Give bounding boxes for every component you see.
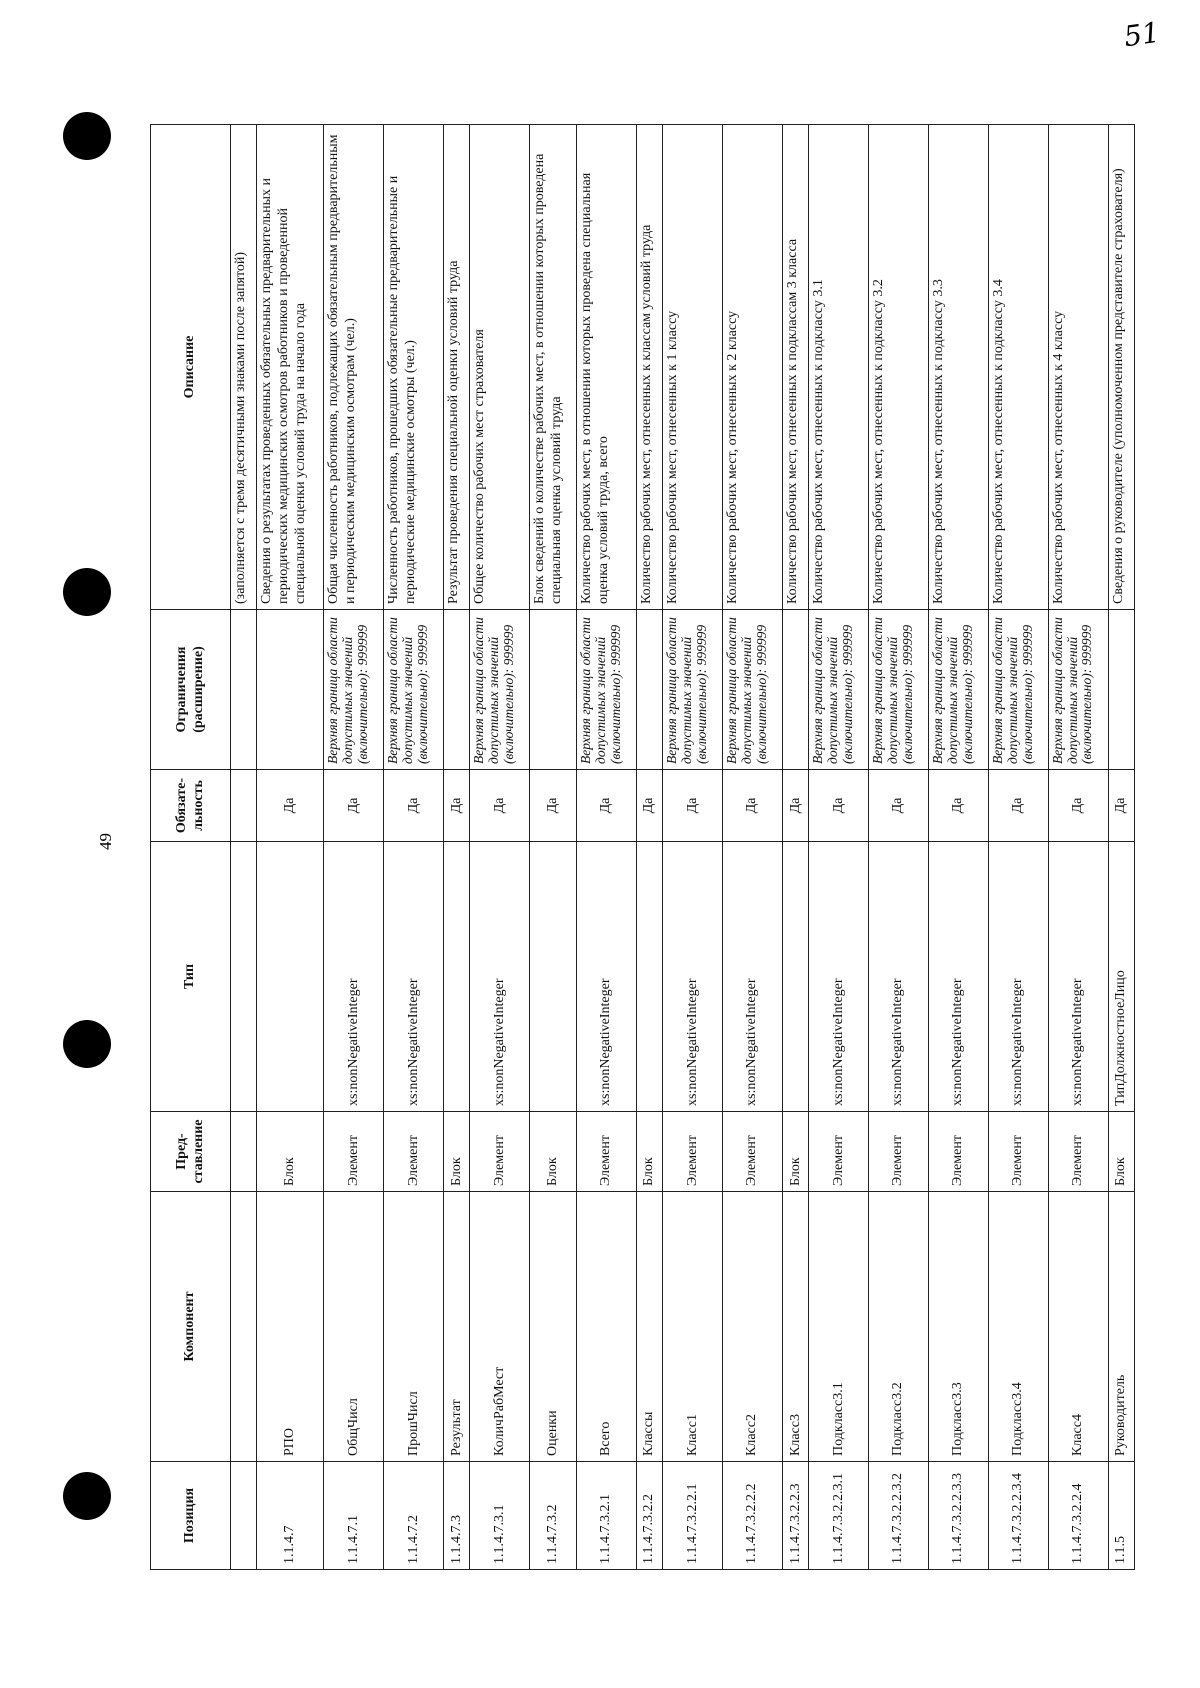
cell-position: 1.1.4.7.3.2.2.3 <box>782 1462 808 1570</box>
cell-restrictions: Верхняя граница области допустимых значений (включительно): 999999 <box>576 610 636 770</box>
cell-component: КоличРабМест <box>470 1192 530 1462</box>
cell-representation: Элемент <box>663 1112 723 1192</box>
cell-component: Класс3 <box>782 1192 808 1462</box>
cell-position: 1.1.4.7.3.2.2.3.4 <box>988 1462 1048 1570</box>
cell-position: 1.1.4.7.3 <box>444 1462 470 1570</box>
cell-representation: Блок <box>1108 1112 1134 1192</box>
cell-description: Количество рабочих мест, в отношении которых проведена специальная оценка условий труда, всего <box>576 125 636 610</box>
table-row <box>809 125 869 1570</box>
cell-mandatory: Да <box>324 770 384 842</box>
cell-component: Классы <box>636 1192 662 1462</box>
cell-description: Общая численность работников, подлежащих обязательным предварительным и периодическим медицинским осмотрам (чел.) <box>324 125 384 610</box>
cell-representation: Блок <box>782 1112 808 1192</box>
cell-representation <box>231 1112 257 1192</box>
cell-mandatory: Да <box>809 770 869 842</box>
cell-position <box>231 1462 257 1570</box>
rotated-table-container <box>150 125 1135 1570</box>
cell-component: Класс4 <box>1048 1192 1108 1462</box>
cell-position: 1.1.5 <box>1108 1462 1134 1570</box>
cell-type: xs:nonNegativeInteger <box>470 842 530 1112</box>
cell-position: 1.1.4.7.3.2.2.2 <box>723 1462 783 1570</box>
cell-restrictions <box>231 610 257 770</box>
cell-description: Блок сведений о количестве рабочих мест, в отношении которых проведена специальная оценка условий труда <box>530 125 577 610</box>
cell-representation: Элемент <box>809 1112 869 1192</box>
table-row <box>257 125 324 1570</box>
cell-type: xs:nonNegativeInteger <box>723 842 783 1112</box>
cell-type: xs:nonNegativeInteger <box>809 842 869 1112</box>
cell-description: Количество рабочих мест, отнесенных к подклассу 3.2 <box>869 125 929 610</box>
table-row <box>723 125 783 1570</box>
cell-restrictions <box>1108 610 1134 770</box>
cell-description: Количество рабочих мест, отнесенных к 4 классу <box>1048 125 1108 610</box>
header-restrictions: Ограничения (расширение) <box>151 610 231 770</box>
table-row <box>324 125 384 1570</box>
header-mandatory: Обязате-льность <box>151 770 231 842</box>
table-row <box>636 125 662 1570</box>
cell-type: ТипДолжностноеЛицо <box>1108 842 1134 1112</box>
punch-hole <box>63 112 111 160</box>
cell-restrictions <box>530 610 577 770</box>
cell-representation: Элемент <box>869 1112 929 1192</box>
cell-mandatory: Да <box>1108 770 1134 842</box>
table-header-row <box>151 125 231 1570</box>
table-row <box>782 125 808 1570</box>
cell-mandatory: Да <box>869 770 929 842</box>
cell-restrictions: Верхняя граница области допустимых значений (включительно): 999999 <box>869 610 929 770</box>
cell-component: Класс1 <box>663 1192 723 1462</box>
table-row <box>444 125 470 1570</box>
table-row <box>869 125 929 1570</box>
table-row <box>530 125 577 1570</box>
cell-description: Количество рабочих мест, отнесенных к 1 классу <box>663 125 723 610</box>
cell-component <box>231 1192 257 1462</box>
cell-position: 1.1.4.7 <box>257 1462 324 1570</box>
schema-table <box>150 124 1135 1570</box>
cell-type: xs:nonNegativeInteger <box>576 842 636 1112</box>
cell-mandatory: Да <box>257 770 324 842</box>
cell-type <box>782 842 808 1112</box>
cell-mandatory: Да <box>470 770 530 842</box>
cell-mandatory: Да <box>723 770 783 842</box>
cell-position: 1.1.4.7.3.1 <box>470 1462 530 1570</box>
cell-mandatory: Да <box>663 770 723 842</box>
cell-representation: Блок <box>444 1112 470 1192</box>
cell-representation: Блок <box>636 1112 662 1192</box>
cell-type <box>636 842 662 1112</box>
cell-mandatory: Да <box>782 770 808 842</box>
header-position: Позиция <box>151 1462 231 1570</box>
cell-component: Класс2 <box>723 1192 783 1462</box>
punch-hole <box>63 1472 111 1520</box>
cell-description: Количество рабочих мест, отнесенных к подклассу 3.1 <box>809 125 869 610</box>
cell-restrictions: Верхняя граница области допустимых значений (включительно): 999999 <box>663 610 723 770</box>
cell-representation: Элемент <box>384 1112 444 1192</box>
cell-restrictions <box>257 610 324 770</box>
cell-component: Подкласс3.2 <box>869 1192 929 1462</box>
cell-component: РПО <box>257 1192 324 1462</box>
cell-mandatory: Да <box>530 770 577 842</box>
cell-component: Подкласс3.1 <box>809 1192 869 1462</box>
cell-representation: Элемент <box>1048 1112 1108 1192</box>
cell-representation: Элемент <box>928 1112 988 1192</box>
cell-type <box>257 842 324 1112</box>
cell-position: 1.1.4.7.3.2.2 <box>636 1462 662 1570</box>
header-description: Описание <box>151 125 231 610</box>
table-row <box>928 125 988 1570</box>
cell-mandatory <box>231 770 257 842</box>
cell-description: Численность работников, прошедших обязательные предварительные и периодические медицинские осмотры (чел.) <box>384 125 444 610</box>
cell-restrictions: Верхняя граница области допустимых значений (включительно): 999999 <box>928 610 988 770</box>
header-type: Тип <box>151 842 231 1112</box>
cell-position: 1.1.4.7.3.2.2.1 <box>663 1462 723 1570</box>
cell-type <box>231 842 257 1112</box>
cell-mandatory: Да <box>636 770 662 842</box>
cell-representation: Блок <box>530 1112 577 1192</box>
cell-representation: Блок <box>257 1112 324 1192</box>
punch-hole <box>63 568 111 616</box>
table-body <box>231 125 1135 1570</box>
cell-component: Подкласс3.3 <box>928 1192 988 1462</box>
cell-position: 1.1.4.7.3.2.1 <box>576 1462 636 1570</box>
cell-position: 1.1.4.7.3.2.2.3.3 <box>928 1462 988 1570</box>
cell-restrictions: Верхняя граница области допустимых значений (включительно): 999999 <box>470 610 530 770</box>
cell-description: Сведения о руководителе (уполномоченном представителе страхователя) <box>1108 125 1134 610</box>
cell-restrictions: Верхняя граница области допустимых значений (включительно): 999999 <box>988 610 1048 770</box>
cell-mandatory: Да <box>576 770 636 842</box>
cell-type <box>530 842 577 1112</box>
cell-restrictions <box>782 610 808 770</box>
cell-position: 1.1.4.7.3.2 <box>530 1462 577 1570</box>
table-row <box>988 125 1048 1570</box>
cell-type: xs:nonNegativeInteger <box>324 842 384 1112</box>
cell-position: 1.1.4.7.2 <box>384 1462 444 1570</box>
cell-position: 1.1.4.7.3.2.2.4 <box>1048 1462 1108 1570</box>
cell-type: xs:nonNegativeInteger <box>663 842 723 1112</box>
cell-restrictions: Верхняя граница области допустимых значений (включительно): 999999 <box>1048 610 1108 770</box>
cell-description: Результат проведения специальной оценки условий труда <box>444 125 470 610</box>
header-representation: Пред-ставление <box>151 1112 231 1192</box>
cell-representation: Элемент <box>723 1112 783 1192</box>
table-row <box>231 125 257 1570</box>
cell-description: Количество рабочих мест, отнесенных к классам условий труда <box>636 125 662 610</box>
cell-description: Сведения о результатах проведенных обязательных предварительных и периодических медицинских осмотров работников и проведенной специальной оценки условий труда на начало года <box>257 125 324 610</box>
cell-type <box>444 842 470 1112</box>
cell-type: xs:nonNegativeInteger <box>869 842 929 1112</box>
cell-position: 1.1.4.7.1 <box>324 1462 384 1570</box>
punch-hole <box>63 1020 111 1068</box>
cell-restrictions <box>636 610 662 770</box>
table-row <box>384 125 444 1570</box>
cell-type: xs:nonNegativeInteger <box>1048 842 1108 1112</box>
cell-component: ПрошЧисл <box>384 1192 444 1462</box>
cell-component: Результат <box>444 1192 470 1462</box>
cell-description: Количество рабочих мест, отнесенных к подклассам 3 класса <box>782 125 808 610</box>
cell-representation: Элемент <box>470 1112 530 1192</box>
cell-mandatory: Да <box>988 770 1048 842</box>
cell-description: (заполняется с тремя десятичными знаками после запятой) <box>231 125 257 610</box>
cell-position: 1.1.4.7.3.2.2.3.2 <box>869 1462 929 1570</box>
page-number: 49 <box>96 833 115 850</box>
cell-restrictions: Верхняя граница области допустимых значений (включительно): 999999 <box>809 610 869 770</box>
cell-representation: Элемент <box>576 1112 636 1192</box>
table-row <box>1048 125 1108 1570</box>
cell-description: Количество рабочих мест, отнесенных к подклассу 3.4 <box>988 125 1048 610</box>
cell-mandatory: Да <box>384 770 444 842</box>
table-row <box>470 125 530 1570</box>
cell-type: xs:nonNegativeInteger <box>928 842 988 1112</box>
cell-description: Количество рабочих мест, отнесенных к 2 классу <box>723 125 783 610</box>
cell-component: Всего <box>576 1192 636 1462</box>
cell-type: xs:nonNegativeInteger <box>384 842 444 1112</box>
cell-mandatory: Да <box>1048 770 1108 842</box>
cell-component: Подкласс3.4 <box>988 1192 1048 1462</box>
table-row <box>1108 125 1134 1570</box>
cell-restrictions <box>444 610 470 770</box>
cell-mandatory: Да <box>444 770 470 842</box>
cell-component: ОбщЧисл <box>324 1192 384 1462</box>
cell-description: Количество рабочих мест, отнесенных к подклассу 3.3 <box>928 125 988 610</box>
handwritten-page-number: 51 <box>1122 15 1163 54</box>
cell-type: xs:nonNegativeInteger <box>988 842 1048 1112</box>
cell-component: Руководитель <box>1108 1192 1134 1462</box>
cell-restrictions: Верхняя граница области допустимых значений (включительно): 999999 <box>723 610 783 770</box>
cell-component: Оценки <box>530 1192 577 1462</box>
cell-representation: Элемент <box>988 1112 1048 1192</box>
cell-mandatory: Да <box>928 770 988 842</box>
table-row <box>576 125 636 1570</box>
cell-description: Общее количество рабочих мест страхователя <box>470 125 530 610</box>
cell-restrictions: Верхняя граница области допустимых значений (включительно): 999999 <box>384 610 444 770</box>
cell-restrictions: Верхняя граница области допустимых значений (включительно): 999999 <box>324 610 384 770</box>
header-component: Компонент <box>151 1192 231 1462</box>
table-row <box>663 125 723 1570</box>
cell-position: 1.1.4.7.3.2.2.3.1 <box>809 1462 869 1570</box>
cell-representation: Элемент <box>324 1112 384 1192</box>
